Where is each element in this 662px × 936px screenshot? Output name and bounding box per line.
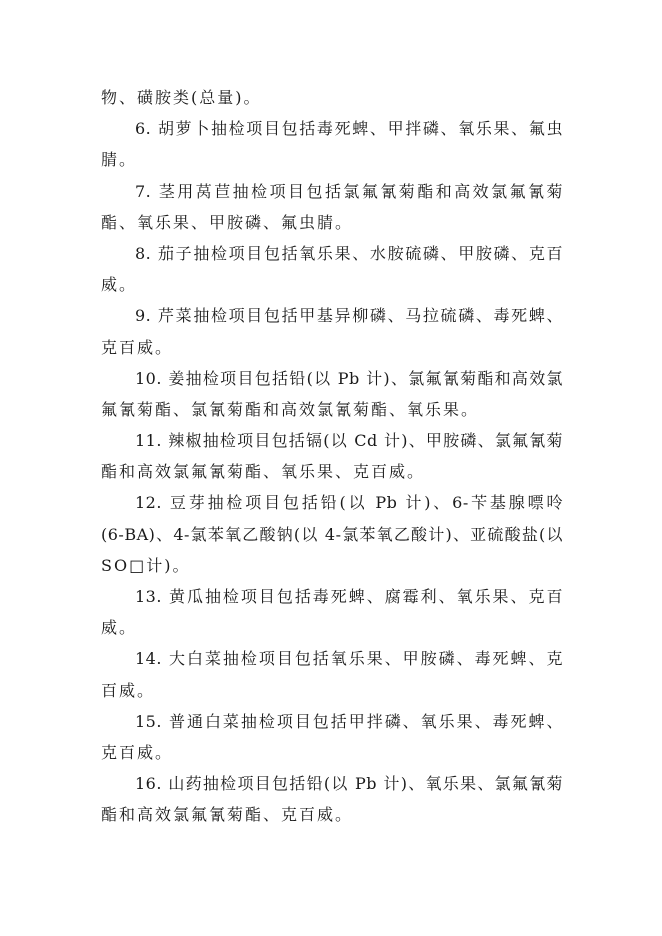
paragraph-line: (6-BA)、4-氯苯氧乙酸钠(以 4-氯苯氧乙酸计)、亚硫酸盐(以 (101, 524, 563, 544)
paragraph-item-12 (101, 487, 563, 581)
paragraph-line: 克百威。 (101, 742, 174, 762)
paragraph-line: 克百威。 (101, 337, 174, 357)
paragraph-line: 10. 姜抽检项目包括铅(以 Pb 计)、氯氟氰菊酯和高效氯 (135, 368, 563, 388)
paragraph-item-15 (101, 706, 563, 768)
paragraph-item-8 (101, 238, 563, 300)
paragraph-item-7 (101, 176, 563, 238)
paragraph-line: 8. 茄子抽检项目包括氧乐果、水胺硫磷、甲胺磷、克百 (135, 243, 563, 263)
paragraph-line: 11. 辣椒抽检项目包括镉(以 Cd 计)、甲胺磷、氯氟氰菊 (135, 431, 563, 451)
paragraph-line: 7. 茎用莴苣抽检项目包括氯氟氰菊酯和高效氯氟氰菊 (135, 181, 563, 201)
paragraph-line: 威。 (101, 275, 138, 295)
paragraph-line: 15. 普通白菜抽检项目包括甲拌磷、氧乐果、毒死蜱、 (135, 711, 563, 731)
paragraph-line: 酯和高效氯氟氰菊酯、克百威。 (101, 805, 354, 825)
paragraph-item-10 (101, 363, 563, 425)
paragraph-line: 12. 豆芽抽检项目包括铅(以 Pb 计)、6-苄基腺嘌呤 (135, 493, 563, 513)
paragraph-line: 物、磺胺类(总量)。 (101, 88, 262, 107)
paragraph-item-14 (101, 643, 563, 705)
paragraph-line: 9. 芹菜抽检项目包括甲基异柳磷、马拉硫磷、毒死蜱、 (135, 306, 563, 326)
paragraph-line: 威。 (101, 618, 138, 638)
paragraph-continuation (101, 82, 563, 113)
paragraph-line: 百威。 (101, 680, 156, 700)
paragraph-line: 14. 大白菜抽检项目包括氧乐果、甲胺磷、毒死蜱、克 (135, 649, 563, 669)
paragraph-line: 酯、氧乐果、甲胺磷、氟虫腈。 (101, 212, 354, 232)
paragraph-line: 13. 黄瓜抽检项目包括毒死蜱、腐霉利、氧乐果、克百 (135, 587, 563, 606)
paragraph-item-9 (101, 300, 563, 362)
paragraph-item-13 (101, 581, 563, 643)
paragraph-line: 6. 胡萝卜抽检项目包括毒死蜱、甲拌磷、氧乐果、氟虫 (135, 119, 563, 139)
paragraph-line: 氟氰菊酯、氯氰菊酯和高效氯氰菊酯、氧乐果。 (101, 399, 480, 419)
paragraph-line: SO□计)。 (101, 555, 191, 575)
paragraph-line: 16. 山药抽检项目包括铅(以 Pb 计)、氧乐果、氯氟氰菊 (135, 774, 563, 794)
paragraph-line: 腈。 (101, 150, 138, 170)
paragraph-line: 酯和高效氯氟氰菊酯、氧乐果、克百威。 (101, 462, 426, 482)
paragraph-item-6 (101, 113, 563, 175)
paragraph-item-16 (101, 768, 563, 830)
document-body (101, 82, 563, 831)
paragraph-item-11 (101, 425, 563, 487)
